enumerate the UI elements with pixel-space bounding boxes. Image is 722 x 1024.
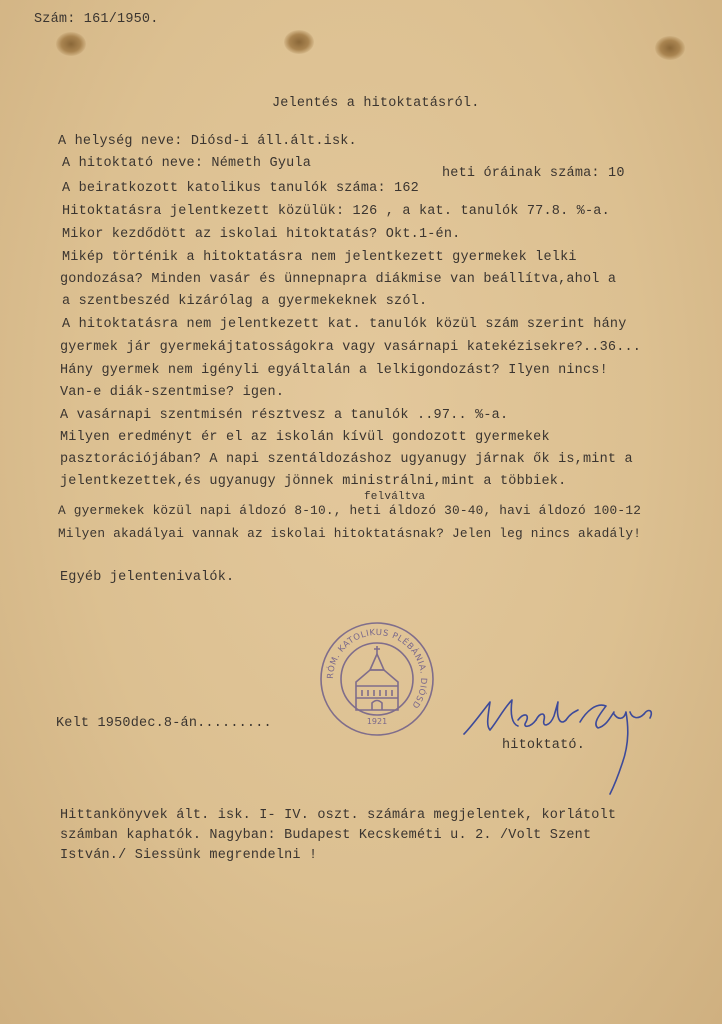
date-line: Kelt 1950dec.8-án......... xyxy=(56,716,272,731)
report-line: Hitoktatásra jelentkezett közülük: 126 , a kat. tanulók 77.8. %-a. xyxy=(62,204,610,219)
report-line: A beiratkozott katolikus tanulók száma: 162 xyxy=(62,181,419,196)
report-line: gondozása? Minden vasár és ünnepnapra diákmise van beállítva,ahol a xyxy=(60,272,617,287)
report-line: A hitoktatásra nem jelentkezett kat. tanulók közül szám szerint hány xyxy=(62,317,627,332)
report-line: Mikor kezdődött az iskolai hitoktatás? Okt.1-én. xyxy=(62,227,461,242)
reference-number: Szám: 161/1950. xyxy=(34,12,159,27)
report-line: A gyermekek közül napi áldozó 8-10., heti áldozó 30-40, havi áldozó 100-12 xyxy=(58,503,642,518)
parish-stamp xyxy=(318,620,436,738)
report-line: Mikép történik a hitoktatásra nem jelentkezett gyermekek lelki xyxy=(62,250,577,265)
report-line: a szentbeszéd kizárólag a gyermekeknek szól. xyxy=(62,294,428,309)
report-line: Van-e diák-szentmise? igen. xyxy=(60,385,285,400)
document-title: Jelentés a hitoktatásról. xyxy=(272,96,480,111)
other-notes-label: Egyéb jelentenivalók. xyxy=(60,570,235,585)
punch-hole-left xyxy=(56,32,86,56)
report-line: A helység neve: Diósd-i áll.ált.isk. xyxy=(58,134,357,149)
footer-note-line: számban kaphatók. Nagyban: Budapest Kecskeméti u. 2. /Volt Szent xyxy=(60,828,592,843)
punch-hole-middle xyxy=(284,30,314,54)
annotation-alternating: felváltva xyxy=(364,491,426,503)
report-line: Hány gyermek nem igényli egyáltalán a lelkigondozást? Ilyen nincs! xyxy=(60,363,608,378)
report-line: A vasárnapi szentmisén résztvesz a tanulók ..97.. %-a. xyxy=(60,408,509,423)
report-line: Milyen akadályai vannak az iskolai hitoktatásnak? Jelen leg nincs akadály! xyxy=(58,526,642,541)
signature-text: Németh Gyula xyxy=(460,690,468,691)
report-line: A hitoktató neve: Németh Gyula xyxy=(62,156,312,171)
report-line: jelentkezettek,és ugyanugy jönnek ministrálni,mint a többiek. xyxy=(60,474,567,489)
weekly-hours: heti óráinak száma: 10 xyxy=(442,166,625,181)
punch-hole-right xyxy=(655,36,685,60)
report-line: Milyen eredményt ér el az iskolán kívül gondozott gyermekek xyxy=(60,430,550,445)
report-line: pasztorációjában? A napi szentáldozáshoz ugyanugy járnak ők is,mint a xyxy=(60,452,633,467)
footer-note-line: Hittankönyvek ált. isk. I- IV. oszt. számára megjelentek, korlátolt xyxy=(60,808,617,823)
footer-note-line: István./ Siessünk megrendelni ! xyxy=(60,848,318,863)
signer-role: hitoktató. xyxy=(502,738,586,753)
stamp-year: 1921 xyxy=(366,717,388,726)
stamp-text: RÓM. KATOLIKUS PLÉBÁNIA. DIÓSD xyxy=(325,627,429,711)
report-line: gyermek jár gyermekájtatosságokra vagy vasárnapi katekézisekre?..36... xyxy=(60,340,642,355)
